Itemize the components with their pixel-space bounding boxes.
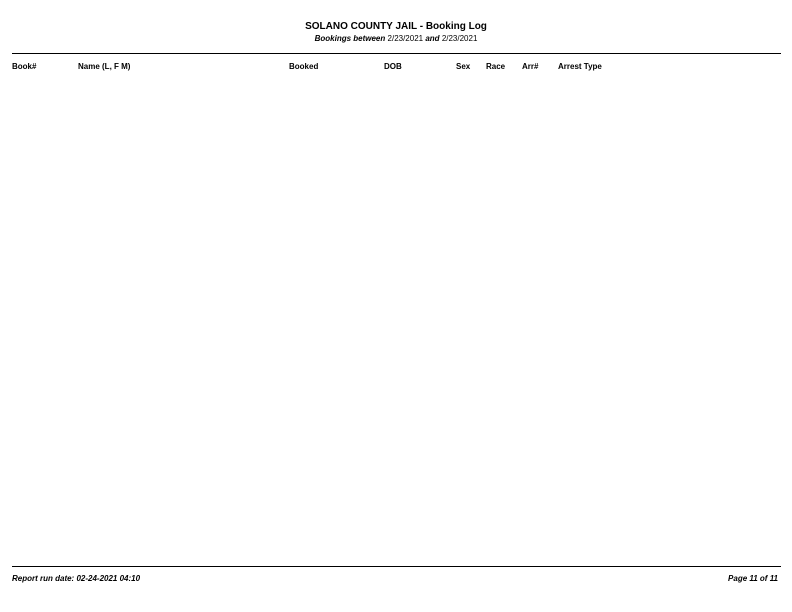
column-header-race: Race: [486, 62, 506, 71]
report-subtitle: [0, 33, 792, 44]
subtitle-start-date: 2/23/2021: [387, 34, 424, 43]
subtitle-and: and: [425, 34, 440, 43]
subtitle-end-date: 2/23/2021: [441, 34, 478, 43]
report-run-date: Report run date: 02-24-2021 04:10: [12, 574, 141, 583]
report-title: SOLANO COUNTY JAIL - Booking Log: [305, 21, 487, 32]
page-number: Page 11 of 11: [728, 574, 778, 583]
report-header: [0, 20, 792, 44]
column-header-name: Name (L, F M): [78, 62, 131, 71]
column-header-arrest-type: Arrest Type: [558, 62, 602, 71]
header-divider: [12, 53, 781, 54]
column-header-booked: Booked: [289, 62, 319, 71]
subtitle-prefix: Bookings between: [314, 34, 386, 43]
footer-divider: [12, 566, 781, 567]
column-header-sex: Sex: [456, 62, 471, 71]
column-header-book-number: Book#: [12, 62, 37, 71]
column-header-dob: DOB: [384, 62, 402, 71]
column-header-arrest-number: Arr#: [522, 62, 539, 71]
